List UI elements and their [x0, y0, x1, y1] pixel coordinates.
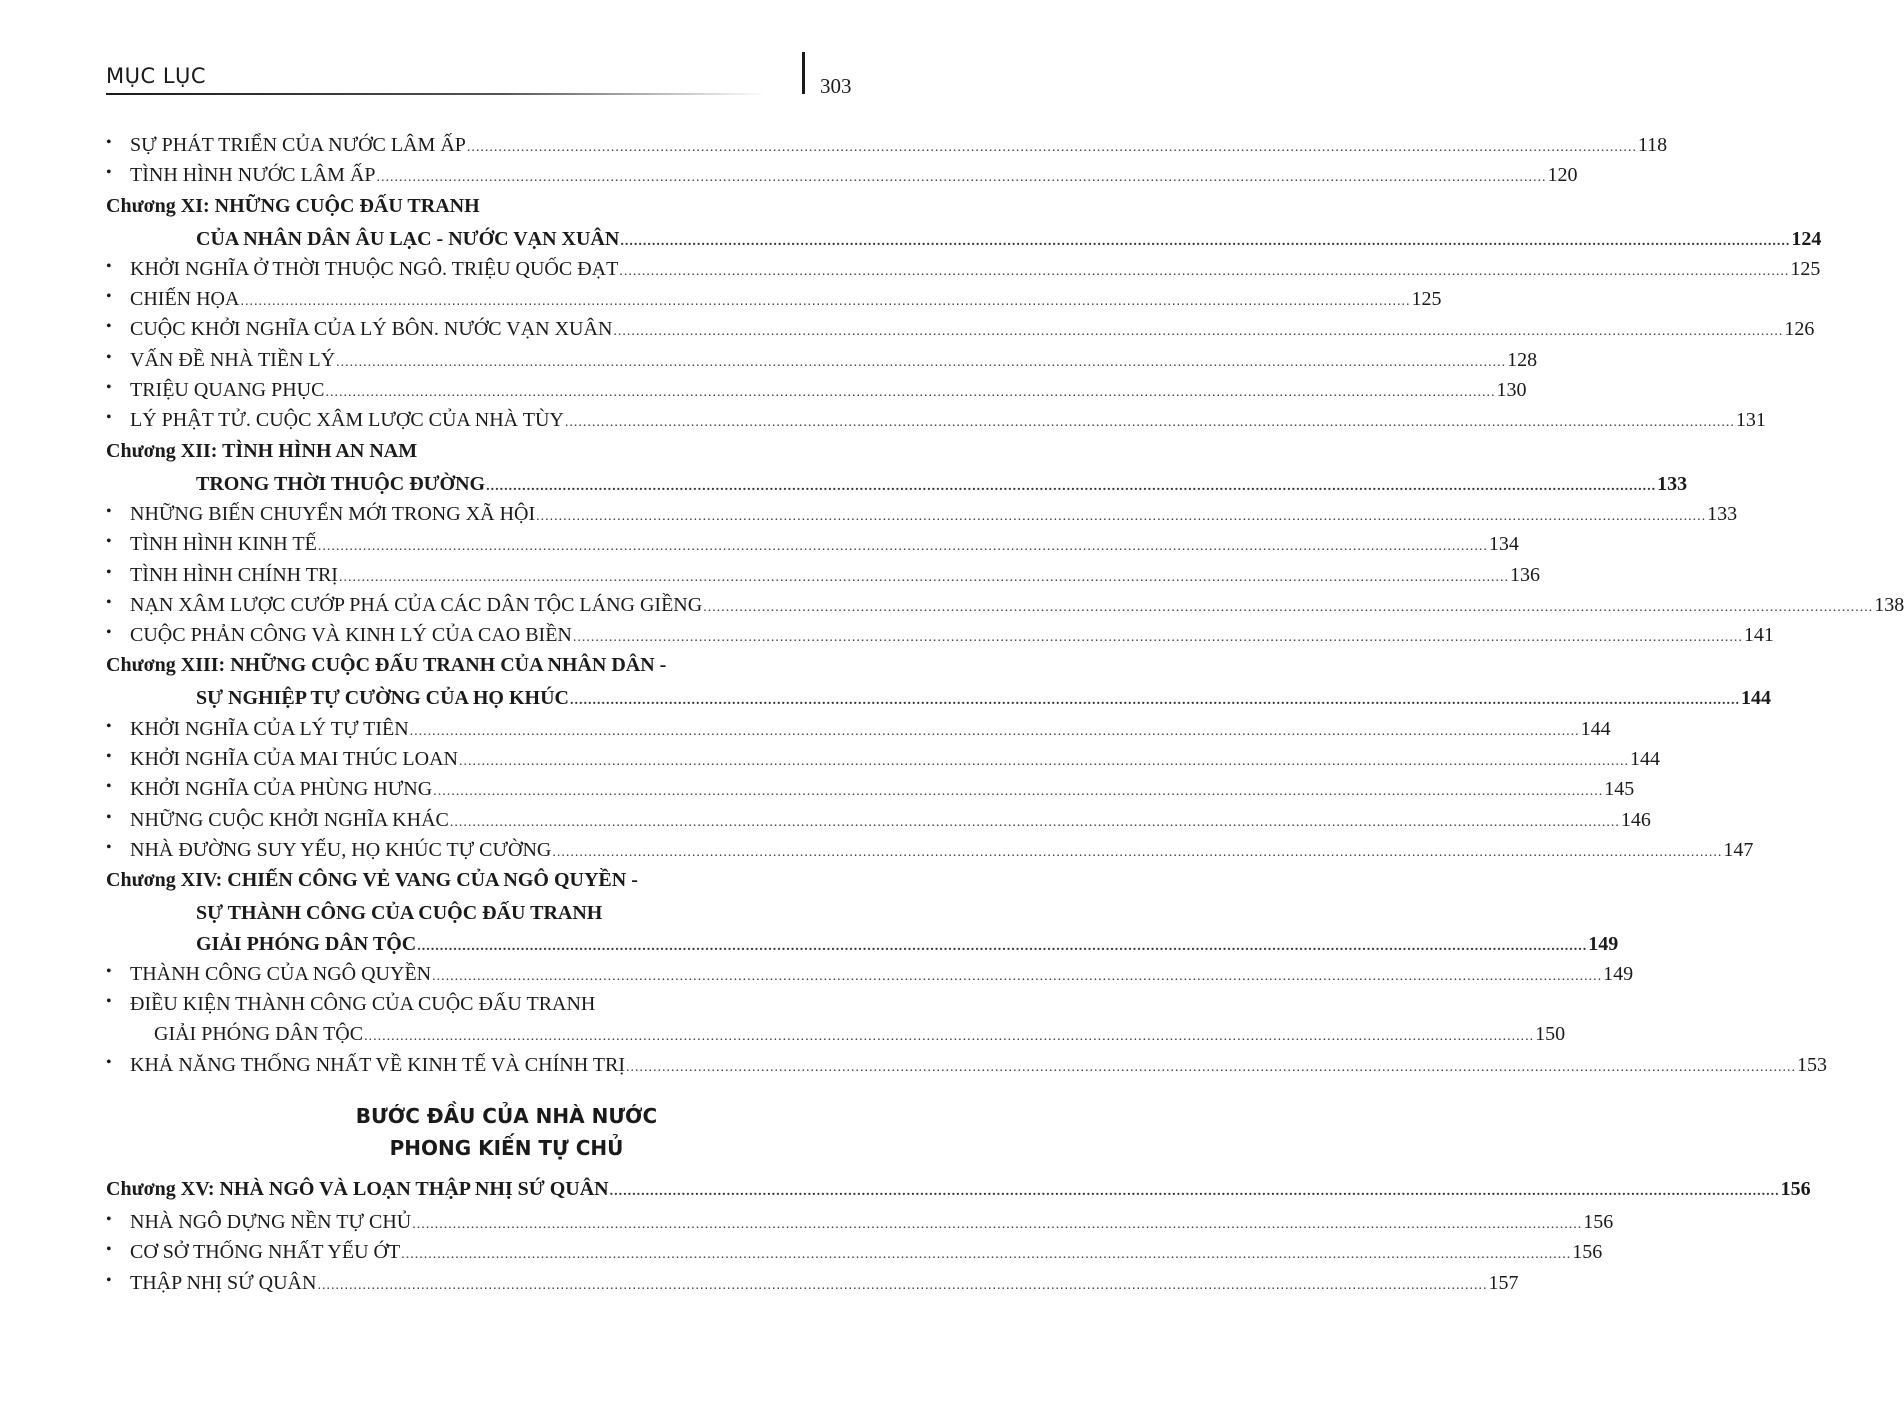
part-title-line: PHONG KIẾN TỰ CHỦ [389, 1136, 624, 1161]
toc-entry[interactable] [106, 717, 1611, 748]
toc-entry[interactable] [106, 1053, 1827, 1084]
dot-leader: .................................................................................................................................................................................................................................................................... [572, 630, 1743, 646]
dot-leader: .................................................................................................................................................................................................................................................................... [570, 693, 1740, 709]
toc-entry[interactable] [106, 563, 1540, 594]
entry-title: TÌNH HÌNH CHÍNH TRỊ [130, 563, 338, 586]
toc-entry[interactable] [106, 318, 1815, 348]
bullet-icon: • [106, 748, 112, 766]
chapter-heading[interactable] [106, 869, 857, 902]
entry-title: TRIỆU QUANG PHỤC [130, 379, 325, 402]
entry-page-number: 153 [1797, 1053, 1827, 1076]
entry-title: TRONG THỜI THUỘC ĐƯỜNG [196, 472, 486, 495]
part-title-line: BƯỚC ĐẦU CỦA NHÀ NƯỚC [355, 1104, 658, 1129]
entry-page-number: 146 [1620, 808, 1651, 831]
toc-entry[interactable] [106, 288, 1442, 318]
toc-entry[interactable] [106, 134, 1668, 164]
bullet-icon: • [106, 624, 112, 642]
entry-title: Chương XV: NHÀ NGÔ VÀ LOẠN THẬP NHỊ SỨ QUÂN [106, 1178, 609, 1201]
entry-title: GIẢI PHÓNG DÂN TỘC [196, 932, 417, 955]
dot-leader: .................................................................................................................................................................................................................................................................... [336, 354, 1507, 370]
dot-leader: .................................................................................................................................................................................................................................................................... [619, 263, 1790, 279]
dot-leader: .................................................................................................................................................................................................................................................................... [325, 385, 1496, 401]
bullet-icon: • [106, 717, 112, 735]
dot-leader: .................................................................................................................................................................................................................................................................... [409, 723, 1580, 739]
bullet-icon: • [106, 379, 112, 397]
bullet-icon: • [106, 778, 112, 796]
entry-page-number: 149 [1588, 932, 1619, 955]
entry-page-number: 156 [1583, 1211, 1614, 1234]
dot-leader: .................................................................................................................................................................................................................................................................... [458, 754, 1629, 770]
toc-entry[interactable] [106, 1211, 1614, 1241]
bullet-icon: • [106, 164, 112, 182]
dot-leader: .................................................................................................................................................................................................................................................................... [376, 170, 1547, 186]
entry-title: ĐIỀU KIỆN THÀNH CÔNG CỦA CUỘC ĐẤU TRANH [130, 993, 596, 1016]
toc-entry[interactable] [106, 748, 1660, 778]
toc-entry[interactable] [106, 379, 1527, 409]
toc-entry[interactable] [106, 1241, 1603, 1271]
page-number: 303 [820, 74, 852, 98]
entry-title: KHẢ NĂNG THỐNG NHẤT VỀ KINH TẾ VÀ CHÍNH TRỊ [130, 1053, 625, 1076]
bullet-icon: • [106, 1241, 112, 1259]
entry-title: NHÀ NGÔ DỰNG NỀN TỰ CHỦ [130, 1211, 412, 1234]
chapter-heading[interactable] [106, 932, 1619, 963]
entry-page-number: 144 [1629, 748, 1660, 771]
bullet-icon: • [106, 808, 112, 826]
dot-leader: .................................................................................................................................................................................................................................................................... [564, 415, 1735, 431]
toc-entry[interactable] [106, 1271, 1519, 1302]
bullet-icon: • [106, 962, 112, 980]
entry-title: CUỘC KHỞI NGHĨA CỦA LÝ BÔN. NƯỚC VẠN XUÂN [130, 318, 613, 341]
entry-page-number: 118 [1637, 134, 1668, 156]
dot-leader: .................................................................................................................................................................................................................................................................... [433, 784, 1604, 800]
bullet-icon: • [106, 838, 112, 856]
entry-page-number: 136 [1509, 563, 1540, 586]
toc-entry[interactable] [106, 624, 1774, 654]
bullet-icon: • [106, 318, 112, 336]
dot-leader: .................................................................................................................................................................................................................................................................... [364, 1029, 1535, 1045]
dot-leader: .................................................................................................................................................................................................................................................................... [449, 814, 1620, 830]
dot-leader: .................................................................................................................................................................................................................................................................... [486, 478, 1657, 494]
entry-title: Chương XI: NHỮNG CUỘC ĐẤU TRANH [106, 194, 480, 217]
bullet-icon: • [106, 993, 112, 1011]
toc-entry[interactable] [106, 993, 857, 1023]
entry-title: NHỮNG BIẾN CHUYỂN MỚI TRONG XÃ HỘI [130, 502, 536, 525]
entry-title: Chương XII: TÌNH HÌNH AN NAM [106, 439, 418, 462]
entry-page-number: 124 [1791, 227, 1822, 250]
dot-leader: .................................................................................................................................................................................................................................................................... [432, 968, 1603, 984]
bullet-icon: • [106, 257, 112, 275]
dot-leader: .................................................................................................................................................................................................................................................................... [317, 1277, 1488, 1293]
entry-page-number: 131 [1735, 409, 1766, 432]
entry-title: Chương XIV: CHIẾN CÔNG VẺ VANG CỦA NGÔ QUYỀN - [106, 869, 638, 892]
entry-page-number: 138 [1874, 593, 1904, 616]
entry-page-number: 133 [1657, 472, 1688, 495]
chapter-heading[interactable] [106, 472, 1688, 503]
toc-entry[interactable] [106, 409, 1766, 439]
chapter-heading[interactable] [106, 440, 857, 473]
entry-title: CỦA NHÂN DÂN ÂU LẠC - NƯỚC VẠN XUÂN [196, 227, 620, 250]
running-header-title: MỤC LỤC [106, 64, 207, 88]
entry-title: VẤN ĐỀ NHÀ TIỀN LÝ [130, 348, 336, 371]
entry-page-number: 144 [1741, 687, 1771, 710]
toc-entry[interactable] [106, 1023, 1566, 1053]
entry-title: SỰ PHÁT TRIỂN CỦA NƯỚC LÂM ẤP [130, 134, 466, 156]
entry-page-number: 134 [1488, 533, 1519, 556]
entry-page-number: 128 [1507, 348, 1538, 371]
entry-title: CƠ SỞ THỐNG NHẤT YẾU ỚT [130, 1241, 401, 1264]
bullet-icon: • [106, 1271, 112, 1289]
entry-page-number: 156 [1780, 1178, 1811, 1201]
dot-leader: .................................................................................................................................................................................................................................................................... [417, 938, 1588, 954]
toc-entry[interactable] [106, 257, 1821, 288]
entry-page-number: 125 [1411, 288, 1442, 311]
bullet-icon: • [106, 563, 112, 581]
entry-title: TÌNH HÌNH KINH TẾ [130, 533, 317, 556]
entry-page-number: 120 [1547, 164, 1578, 187]
bullet-icon: • [106, 348, 112, 366]
entry-page-number: 147 [1723, 838, 1754, 861]
toc-entry[interactable] [106, 593, 1904, 624]
bullet-icon: • [106, 134, 112, 151]
entry-page-number: 150 [1535, 1023, 1566, 1046]
bullet-icon: • [106, 502, 112, 520]
bullet-icon: • [106, 1053, 112, 1071]
entry-title: NHÀ ĐƯỜNG SUY YẾU, HỌ KHÚC TỰ CƯỜNG [130, 838, 552, 861]
bullet-icon: • [106, 288, 112, 306]
toc-entry[interactable] [106, 348, 1538, 379]
dot-leader: .................................................................................................................................................................................................................................................................... [552, 844, 1723, 860]
dot-leader: .................................................................................................................................................................................................................................................................... [703, 599, 1874, 615]
entry-title: Chương XIII: NHỮNG CUỘC ĐẤU TRANH CỦA NHÂN DÂN - [106, 654, 667, 677]
entry-page-number: 133 [1707, 502, 1738, 525]
toc-entry[interactable] [106, 838, 1754, 869]
dot-leader: .................................................................................................................................................................................................................................................................... [401, 1247, 1572, 1263]
dot-leader: .................................................................................................................................................................................................................................................................... [536, 508, 1707, 524]
chapter-heading[interactable] [106, 654, 857, 687]
bullet-icon: • [106, 533, 112, 551]
part-title [106, 1100, 857, 1164]
entry-title: KHỞI NGHĨA CỦA MAI THÚC LOAN [130, 748, 458, 771]
chapter-heading[interactable] [106, 1178, 1811, 1211]
table-of-contents [106, 134, 1904, 1302]
entry-page-number: 156 [1572, 1241, 1603, 1264]
dot-leader: .................................................................................................................................................................................................................................................................... [412, 1217, 1583, 1233]
entry-page-number: 145 [1604, 778, 1635, 801]
dot-leader: .................................................................................................................................................................................................................................................................... [466, 140, 1637, 155]
dot-leader: .................................................................................................................................................................................................................................................................... [317, 539, 1488, 555]
entry-page-number: 157 [1488, 1271, 1519, 1294]
header-rule [106, 93, 766, 95]
bullet-icon: • [106, 1211, 112, 1229]
dot-leader: .................................................................................................................................................................................................................................................................... [620, 233, 1791, 249]
entry-title: CUỘC PHẢN CÔNG VÀ KINH LÝ CỦA CAO BIỀN [130, 624, 572, 647]
dot-leader: .................................................................................................................................................................................................................................................................... [338, 569, 1509, 585]
entry-title: THÀNH CÔNG CỦA NGÔ QUYỀN [130, 962, 432, 985]
bullet-icon: • [106, 409, 112, 427]
entry-title: GIẢI PHÓNG DÂN TỘC [154, 1023, 364, 1046]
entry-page-number: 141 [1743, 624, 1774, 647]
toc-entry[interactable] [106, 808, 1651, 839]
chapter-heading[interactable] [106, 687, 1771, 717]
dot-leader: .................................................................................................................................................................................................................................................................... [626, 1059, 1796, 1075]
entry-title: LÝ PHẬT TỬ. CUỘC XÂM LƯỢC CỦA NHÀ TÙY [130, 409, 564, 432]
entry-page-number: 149 [1603, 962, 1634, 985]
entry-title: NHỮNG CUỘC KHỞI NGHĨA KHÁC [130, 808, 449, 831]
bullet-icon: • [106, 593, 112, 611]
entry-title: KHỞI NGHĨA CỦA PHÙNG HƯNG [130, 778, 433, 801]
entry-page-number: 130 [1496, 379, 1527, 402]
toc-entry[interactable] [106, 778, 1635, 808]
entry-title: KHỞI NGHĨA CỦA LÝ TỰ TIÊN [130, 717, 409, 740]
entry-title: TÌNH HÌNH NƯỚC LÂM ẤP [130, 164, 376, 187]
entry-title: NẠN XÂM LƯỢC CƯỚP PHÁ CỦA CÁC DÂN TỘC LÁNG GIỀNG [130, 593, 703, 616]
chapter-heading[interactable] [106, 227, 1822, 258]
dot-leader: .................................................................................................................................................................................................................................................................... [609, 1184, 1780, 1200]
toc-entry[interactable] [106, 502, 1738, 533]
toc-entry[interactable] [106, 533, 1519, 563]
dot-leader: .................................................................................................................................................................................................................................................................... [240, 294, 1411, 310]
entry-page-number: 144 [1580, 717, 1611, 740]
entry-page-number: 125 [1790, 257, 1821, 280]
dot-leader: .................................................................................................................................................................................................................................................................... [613, 324, 1784, 340]
entry-title: KHỞI NGHĨA Ở THỜI THUỘC NGÔ. TRIỆU QUỐC ĐẠT [130, 257, 619, 280]
entry-page-number: 126 [1784, 318, 1815, 341]
chapter-heading[interactable] [106, 902, 857, 932]
toc-entry[interactable] [106, 164, 1578, 194]
entry-title: THẬP NHỊ SỨ QUÂN [130, 1271, 317, 1294]
entry-title: SỰ NGHIỆP TỰ CƯỜNG CỦA HỌ KHÚC [196, 687, 569, 710]
chapter-heading[interactable] [106, 195, 857, 228]
entry-title: CHIẾN HỌA [130, 288, 240, 311]
toc-entry[interactable] [106, 962, 1634, 993]
header-vertical-bar [802, 52, 805, 94]
entry-title: SỰ THÀNH CÔNG CỦA CUỘC ĐẤU TRANH [196, 902, 603, 925]
